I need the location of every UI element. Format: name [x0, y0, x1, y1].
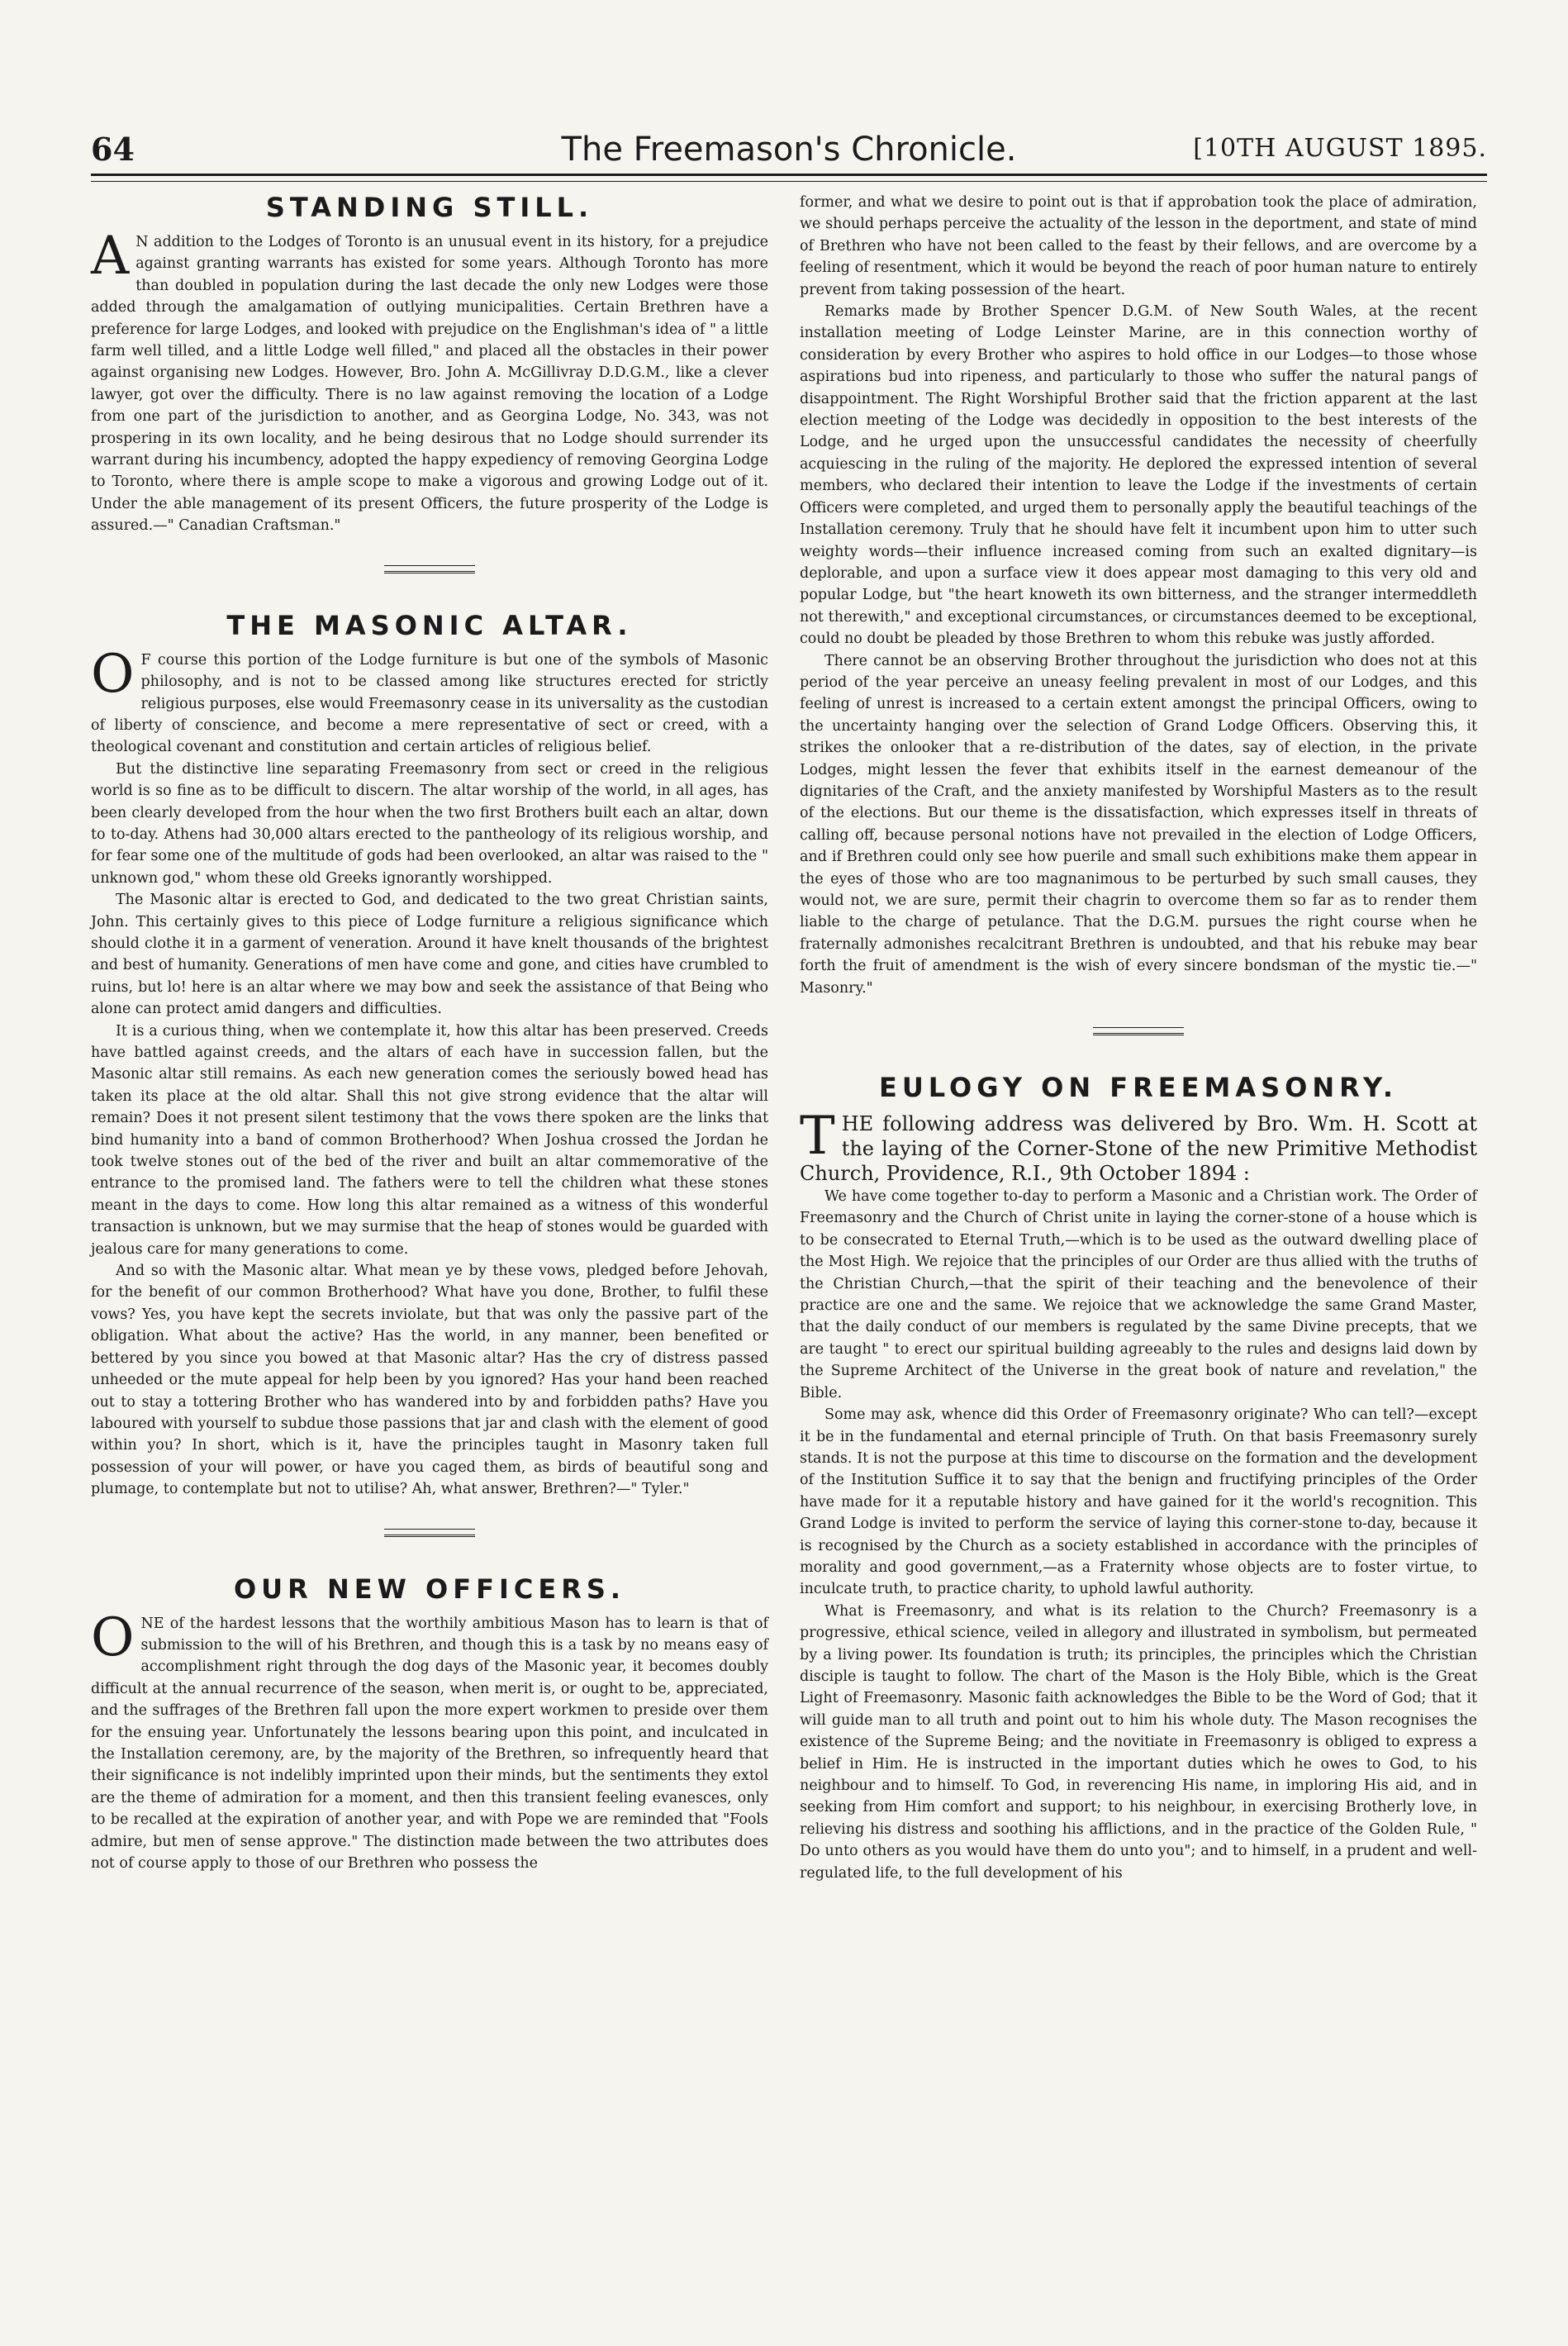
- officers-continued-para: Remarks made by Brother Spencer D.G.M. of New South Wales, at the recent installation meeting of Lodge Leinster Marine, are in this connection worthy of consideration by every Brother who aspires to hold office in our Lodges—to those whose aspirations bud into ripeness, and particularly to those who suffer the natural pangs of disappointment. The Right Worshipful Brother said that the friction apparent at the last election meeting of the Lodge was decidedly in opposition to the best interests of the Lodge, and he urged upon the unsuccessful candidates the necessity of cheerfully acquiescing in the ruling of the majority. He deplored the expressed intention of several members, who declared their intention to leave the Lodge if the investments of certain Officers were completed, and urged them to personally apply the beautiful teachings of the Installation ceremony. Truly that he should have felt it incumbent upon him to utter such weighty words—their influence increased coming from such an exalted dignitary—is deplorable, and upon a surface view it does appear most damaging to this very old and popular Lodge, but "the heart knoweth its own bitterness, and the stranger intermeddleth not therewith," and exceptional circumstances, or circumstances deemed to be exceptional, could no doubt be pleaded by those Brethren to whom this rebuke was justly afforded.: [800, 303, 1477, 648]
- masonic-altar-para: It is a curious thing, when we contemplate it, how this altar has been preserved. Creeds have battled against creeds, and the altars of each have in succession fallen, but the Masonic altar still remains. As each new generation comes the seriously bowed head has taken its place at the old altar. Shall this not give strong evidence that the altar will remain? Does it not present silent testimony that the vows there spoken are the links that bind humanity into a band of common Brotherhood? When Joshua crossed the Jordan he took twelve stones out of the bed of the river and built an altar commemorative of the entrance to the promised land. The fathers were to tell the children what these stones meant in the days to come. How long this altar remained as a witness of this wonderful transaction is unknown, but we may surmise that the heap of stones would be guarded with jealous care for many generations to come.: [91, 1022, 768, 1258]
- masthead: [91, 131, 1487, 172]
- para-text: F course this portion of the Lodge furniture is but one of the symbols of Masonic philosophy, and is not to be classed among like structures erected for strictly religious purposes, else would Freemasonry cease in its universality as the custodian of liberty of conscience, and become a mere representative of sect or creed, with a theological covenant and constitution and certain articles of religious belief.: [91, 651, 768, 756]
- new-officers-heading: OUR NEW OFFICERS.: [233, 1573, 626, 1605]
- para-text: N addition to the Lodges of Toronto is an unusual event in its history, for a prejudice against granting warrants has existed for some years. Although Toronto has more than doubled in population during the last decade the only new Lodges were those added through the amalgamation of outlying municipalities. Certain Brethren have a preference for large Lodges, and looked with prejudice on the Englishman's idea of " a little farm well tilled, and a little Lodge well filled," and placed all the obstacles in their power against organising new Lodges. However, Bro. John A. McGillivray D.D.G.M., like a clever lawyer, got over the difficulty. There is no law against removing the location of a Lodge from one part of the jurisdiction to another, and as Georgina Lodge, No. 343, was not prospering in its own locality, and he being desirous that no Lodge should surrender its warrant during his incumbency, adopted the happy expediency of removing Georgina Lodge to Toronto, where there is ample scope to make a vigorous and growing Lodge out of it. Under the able management of its present Officers, the future prosperity of the Lodge is assured.—" Canadian Craftsman.": [91, 234, 768, 535]
- masonic-altar-para: The Masonic altar is erected to God, and dedicated to the two great Christian saints, John. This certainly gives to this piece of Lodge furniture a religious significance which should clothe it in a garment of veneration. Around it have knelt thousands of the brightest and best of humanity. Generations of men have come and gone, and cities have crumbled to ruins, but lo! here is an altar where we may bow and seek the assistance of that Being who alone can protect amid dangers and difficulties.: [91, 892, 768, 1018]
- masonic-altar-para: [91, 643, 768, 759]
- standing-still-heading: STANDING STILL.: [265, 192, 594, 223]
- section-divider: [384, 1529, 475, 1537]
- eulogy-intro: [800, 1106, 1477, 1186]
- para-text: NE of the hardest lessons that the worthily ambitious Mason has to learn is that of submission to the will of his Brethren, and though this is a task by no means easy of accomplishment right through the dog days of the Masonic year, it becomes doubly difficult at the annual recurrence of the season, when merit is, or ought to be, appreciated, and the suffrages of the Brethren fall upon the more expert workmen to preside over them for the ensuing year. Unfortunately the lessons bearing upon this point, and inculcated in the Installation ceremony, are, by the majority of the Brethren, so infrequently heard that their significance is not indelibly imprinted upon their minds, but the sentiments they extol are the theme of admiration for a moment, and then this transient feeling evanesces, only to be recalled at the expiration of another year, and with Pope we are reminded that "Fools admire, but men of sense approve." The distinction made between the two attributes does not of course apply to those of our Brethren who possess the: [91, 1615, 768, 1872]
- masonic-altar-para: But the distinctive line separating Freemasonry from sect or creed in the religious world is so fine as to be difficult to discern. The altar worship of the world, in all ages, has been clearly developed from the hour when the two first Brothers built each an altar, down to to-day. Athens had 30,000 altars erected to the pantheology of its religious worship, and for fear some one of the multitude of gods had been overlooked, an altar was raised to the " unknown god," whom these old Greeks ignorantly worshipped.: [91, 760, 768, 887]
- section-divider: [384, 565, 475, 573]
- officers-continued-para: There cannot be an observing Brother throughout the jurisdiction who does not at this period of the year perceive an uneasy feeling prevalent in most of our Lodges, and this feeling of unrest is increased to a certain extent amongst the principal Officers, owing to the uncertainty hanging over the selection of Grand Lodge Officers. Observing this, it strikes the onlooker that a re-distribution of the dates, say of election, in the private Lodges, might lessen the fever that exhibits itself in the earnest demeanour of the dignitaries of the Craft, and the anxiety manifested by Worshipful Masters as to the result of the elections. But our theme is the dissatisfaction, which expresses itself in threats of calling off, because personal notions have not prevailed in the election of Lodge Officers, and if Brethren could only see how puerile and small such exhibitions make them appear in the eyes of those who are too magnanimous to be perturbed by such small causes, they would not, we are sure, permit their chagrin to overcome them so far as to render them liable to the charge of petulance. That the D.G.M. pursues the right course when he fraternally admonishes recalcitrant Brethren is undoubted, and that his rebuke may bear forth the fruit of amendment is the wish of every sincere bondsman of the mystic tie.—" Masonry.": [800, 652, 1477, 997]
- dropcap: O: [91, 643, 135, 705]
- standing-still-para: [91, 226, 768, 537]
- masthead-rule: [91, 174, 1487, 182]
- left-column: [91, 192, 768, 2307]
- dropcap: A: [91, 226, 130, 287]
- eulogy-para: Some may ask, whence did this Order of Freemasonry originate? Who can tell?—except it be in the fundamental and eternal principle of Truth. On that basis Freemasonry surely stands. It is not the purpose at this time to discourse on the formation and the development of the Institution Suffice it to say that the benign and fructifying principles of the Order have made for it a reputable history and have gained for it the world's recognition. This Grand Lodge is invited to perform the service of laying this corner-stone to-day, because it is recognised by the Church as a society established in accordance with the principles of morality and good government,—as a Fraternity whose objects are to foster virtue, to inculcate truth, to practice charity, to uphold lawful authority.: [800, 1406, 1477, 1598]
- dropcap: T: [800, 1106, 835, 1168]
- issue-date: [10TH AUGUST 1895.: [1193, 134, 1487, 163]
- section-divider: [1093, 1027, 1184, 1035]
- para-text: HE following address was delivered by Bro. Wm. H. Scott at the laying of the Corner-Stone of the new Primitive Methodist Church, Providence, R.I., 9th October 1894 :: [800, 1112, 1477, 1186]
- eulogy-para: We have come together to-day to perform a Masonic and a Christian work. The Order of Freemasonry and the Church of Christ unite in laying the corner-stone of a house which is to be consecrated to Eternal Truth,—which is to be used as the outward dwelling place of the Most High. We rejoice that the principles of our Order are thus allied with the truths of the Christian Church,—that the spirit of their teaching and the benevolence of their practice are one and the same. We rejoice that we acknowledge the same Grand Master, that the daily conduct of our members is regulated by the same Divine precepts, that we are taught " to erect our spiritual building agreeably to the rules and designs laid down by the Supreme Architect of the Universe in the great book of nature and revelation," the Bible.: [800, 1188, 1477, 1401]
- masonic-altar-para: And so with the Masonic altar. What mean ye by these vows, pledged before Jehovah, for the benefit of our common Brotherhood? What have you done, Brother, to fulfil these vows? Yes, you have kept the secrets inviolate, but that was only the passive part of the obligation. What about the active? Has the world, in any manner, been benefited or bettered by you since you bowed at that Masonic altar? Has the cry of distress passed unheeded or the mute appeal for help been by you ignored? Has your hand been reached out to stay a tottering Brother who has wandered into by and forbidden paths? Have you laboured with yourself to subdue those passions that jar and clash with the element of good within you? In short, which is it, have the principles taught in Masonry taken full possession of your will power, or have you caged them, as birds of beautiful song and plumage, to contemplate but not to utilise? Ah, what answer, Brethren?—" Tyler.": [91, 1263, 768, 1498]
- dropcap: O: [91, 1606, 135, 1668]
- page-number: 64: [91, 131, 135, 168]
- eulogy-heading: EULOGY ON FREEMASONRY.: [878, 1072, 1399, 1104]
- paper-title: The Freemason's Chronicle.: [561, 131, 1017, 169]
- new-officers-para: [91, 1606, 768, 1875]
- eulogy-para: What is Freemasonry, and what is its relation to the Church? Freemasonry is a progressive, ethical science, veiled in allegory and illustrated in symbolism, but permeated by a living power. Its foundation is truth; its principles, the principles which the Christian disciple is taught to follow. The chart of the Mason is the Holy Bible, which is the Great Light of Freemasonry. Masonic faith acknowledges the Bible to be the Word of God; that it will guide man to all truth and point out to him his whole duty. The Mason recognises the existence of the Supreme Being; and the novitiate in Freemasonry is obliged to express a belief in Him. He is instructed in the important duties which he owes to God, to his neighbour and to himself. To God, in reverencing His name, in imploring His aid, and in seeking from Him comfort and support; to his neighbour, in exercising Brotherly love, in relieving his distress and soothing his afflictions, and in the practice of the Golden Rule, " Do unto others as you would have them do unto you"; and to himself, in a prudent and well-regulated life, to the full development of his: [800, 1602, 1477, 1882]
- masonic-altar-heading: THE MASONIC ALTAR.: [226, 609, 633, 641]
- right-column: [800, 192, 1477, 2307]
- officers-continued-para: former, and what we desire to point out is that if approbation took the place of admiration, we should perhaps perceive the actuality of the lesson in the deportment, and state of mind of Brethren who have not been called to the feast by their fellows, and are overcome by a feeling of resentment, which it would be beyond the reach of poor human nature to entirely prevent from taking possession of the heart.: [800, 194, 1477, 298]
